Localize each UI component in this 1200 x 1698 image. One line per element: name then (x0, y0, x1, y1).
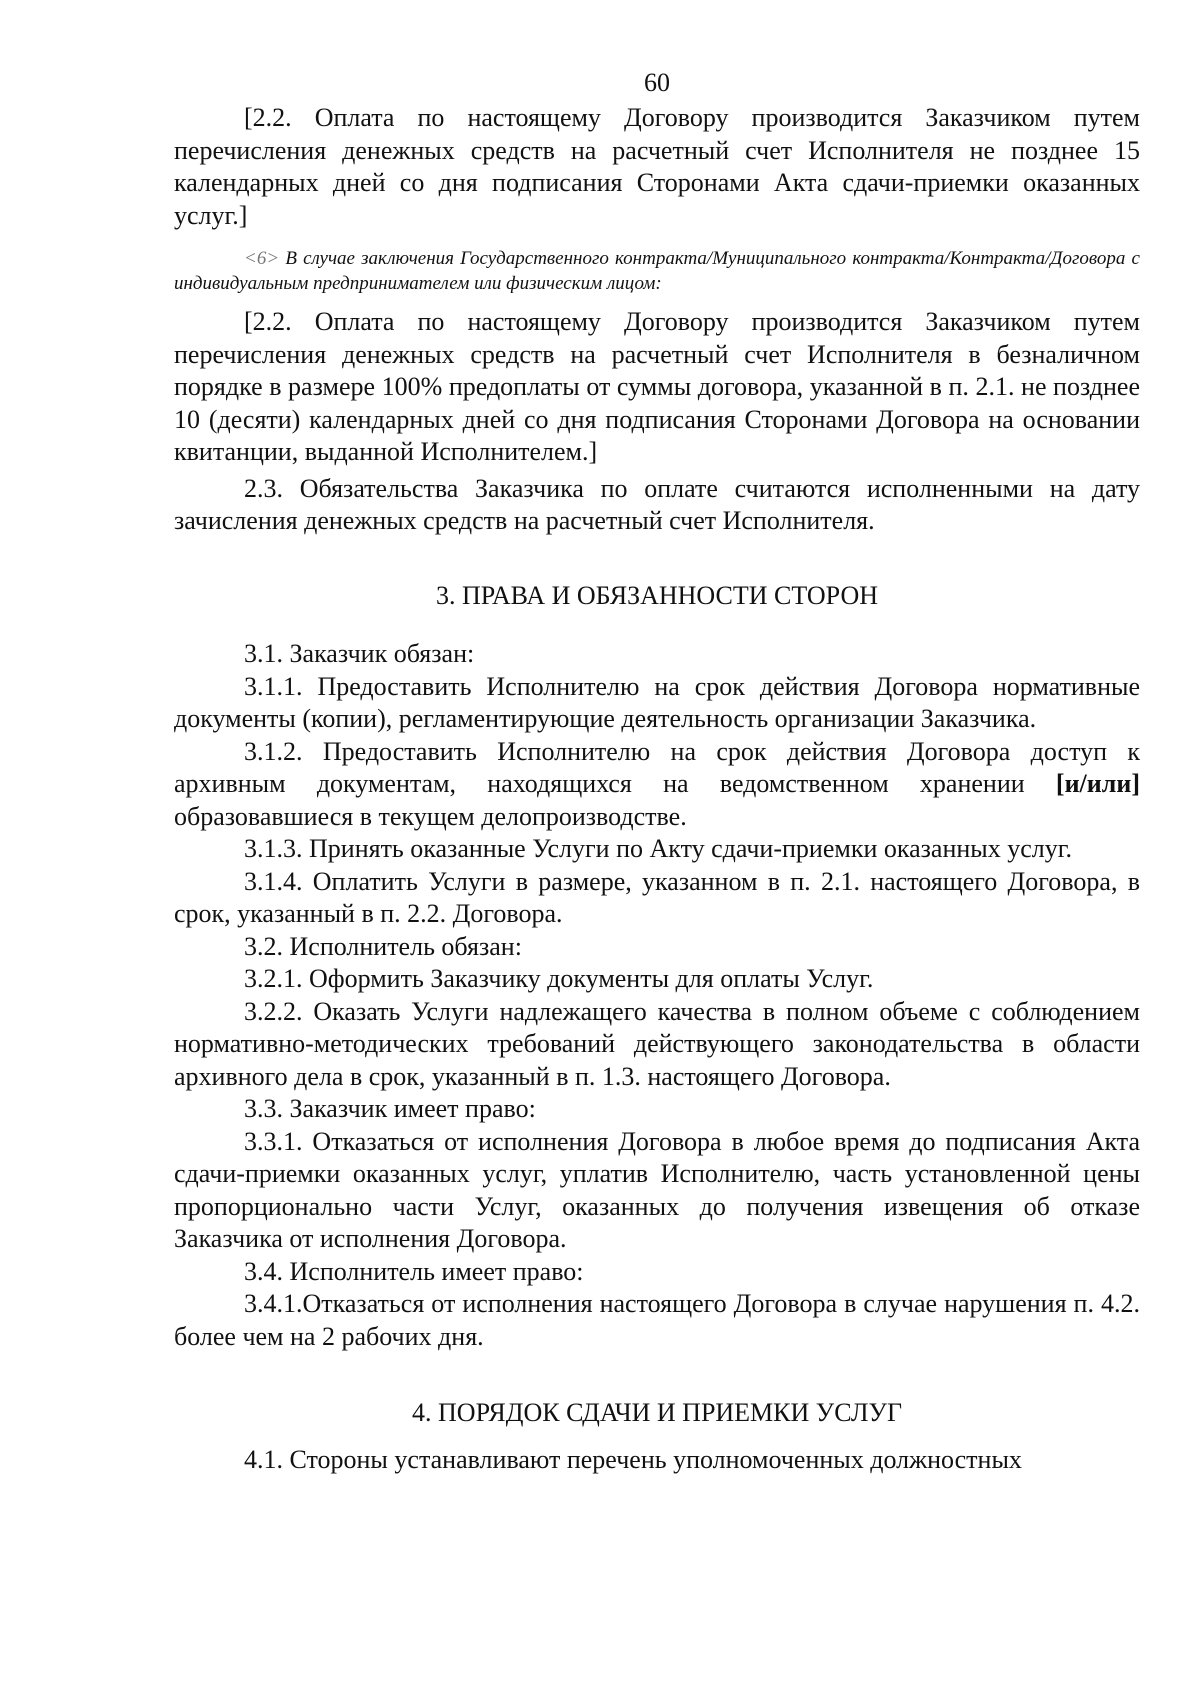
clause-3-4-1: 3.4.1.Отказаться от исполнения настоящего Договора в случае нарушения п. 4.2. более чем на 2 рабочих дня. (174, 1289, 1147, 1351)
section-3-title: 3. ПРАВА И ОБЯЗАННОСТИ СТОРОН (435, 580, 879, 610)
document-page (174, 68, 1147, 1476)
clause-2-3: 2.3. Обязательства Заказчика по оплате считаются исполненными на дату зачисления денежных средств на расчетный счет Исполнителя. (174, 473, 1147, 535)
clause-3-1-2-text-end: образовавшиеся в текущем делопроизводстве. (174, 769, 1147, 831)
footnote-number: <6> (244, 248, 280, 269)
clause-3-1-2-text-start: 3.1.2. Предоставить Исполнителю на срок действия Договора доступ к архивным документам, находящихся на ведомственном хранении (174, 736, 1147, 798)
clause-3-1: 3.1. Заказчик обязан: (244, 639, 475, 668)
clause-3-2-2: 3.2.2. Оказать Услуги надлежащего качества в полном объеме с соблюдением нормативно-методических требований действующего законодательства в области архивного дела в срок, указанный в п. 1.3. настоящего Договора. (174, 996, 1147, 1091)
clause-3-1-1: 3.1.1. Предоставить Исполнителю на срок действия Договора нормативные документы (копии), регламентирующие деятельность организации Заказчика. (174, 671, 1147, 733)
clause-3-1-2-bold-option: [и/или] (1055, 769, 1140, 798)
clause-3-1-2 (174, 736, 1147, 834)
clause-3-2: 3.2. Исполнитель обязан: (244, 931, 522, 961)
clause-3-1-4: 3.1.4. Оплатить Услуги в размере, указанном в п. 2.1. настоящего Договора, в срок, указанный в п. 2.2. Договора. (174, 866, 1147, 928)
clause-2-2-variant-b: [2.2. Оплата по настоящему Договору производится Заказчиком путем перечисления денежных средств на расчетный счет Исполнителя в безналичном порядке в размере 100% предоплаты от суммы договора, указанной в п. 2.1. не позднее 10 (десяти) календарных дней со дня подписания Сторонами Договора на основании квитанции, выданной Исполнителем.] (174, 307, 1147, 466)
clause-3-2-1: 3.2.1. Оформить Заказчику документы для оплаты Услуг. (244, 964, 874, 993)
clause-4-1: 4.1. Стороны устанавливают перечень уполномоченных должностных (244, 1444, 1022, 1474)
footnote-6-condition (174, 246, 1140, 296)
clause-3-3: 3.3. Заказчик имеет право: (244, 1094, 536, 1123)
clause-3-4: 3.4. Исполнитель имеет право: (244, 1256, 584, 1286)
footnote-text: В случае заключения Государственного контракта/Муниципального контракта/Контракта/Договора с индивидуальным предпринимателем или физическим лицом: (174, 248, 1140, 294)
clause-3-3-1: 3.3.1. Отказаться от исполнения Договора в любое время до подписания Акта сдачи-приемки оказанных услуг, уплатив Исполнителю, часть установленной цены пропорционально части Услуг, оказанных до получения извещения об отказе Заказчика от исполнения Договора. (174, 1126, 1147, 1253)
page-number: 60 (644, 68, 670, 97)
section-4-title: 4. ПОРЯДОК СДАЧИ И ПРИЕМКИ УСЛУГ (412, 1398, 902, 1427)
clause-2-2-variant-a: [2.2. Оплата по настоящему Договору производится Заказчиком путем перечисления денежных средств на расчетный счет Исполнителя не позднее 15 календарных дней со дня подписания Сторонами Акта сдачи-приемки оказанных услуг.] (174, 103, 1147, 230)
clause-3-1-3: 3.1.3. Принять оказанные Услуги по Акту сдачи-приемки оказанных услуг. (244, 834, 1073, 863)
